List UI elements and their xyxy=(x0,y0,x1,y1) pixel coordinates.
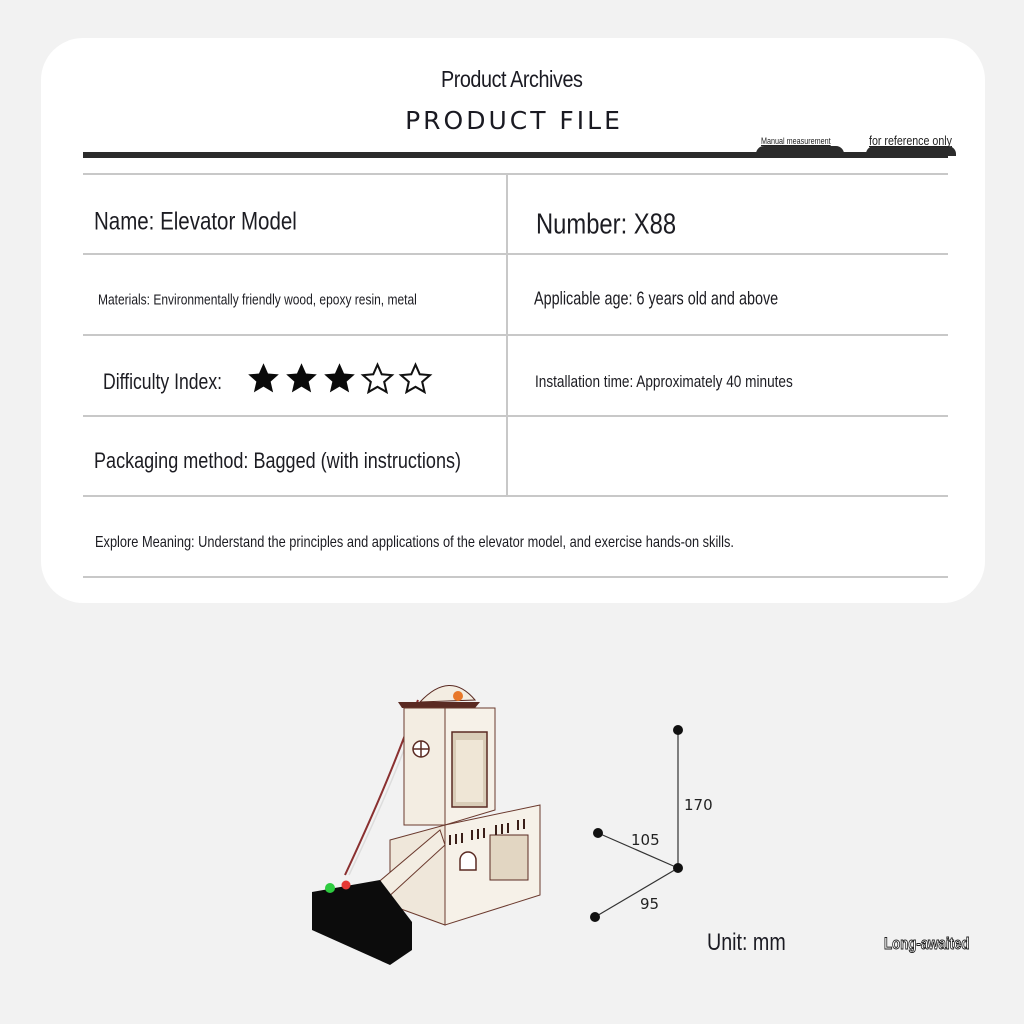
page-subtitle: PRODUCT FILE xyxy=(405,106,623,135)
product-number: Number: X88 xyxy=(536,208,677,241)
difficulty-rating xyxy=(246,361,433,396)
product-name: Name: Elevator Model xyxy=(94,207,297,236)
elevator-model-image xyxy=(300,660,560,980)
star-filled-icon xyxy=(246,361,281,396)
height-dimension: 170 xyxy=(684,796,713,814)
long-awaited-tag: Long-awaited xyxy=(884,934,970,953)
packaging-method: Packaging method: Bagged (with instructions) xyxy=(94,448,462,473)
explore-meaning: Explore Meaning: Understand the principles and applications of the elevator model, and exercise hands-on skills. xyxy=(95,534,734,551)
manual-measurement-note: Manual measurement xyxy=(761,136,831,146)
note-tab-left xyxy=(756,146,844,156)
star-filled-icon xyxy=(284,361,319,396)
grid-line xyxy=(83,253,948,255)
product-materials: Materials: Environmentally friendly wood, epoxy resin, metal xyxy=(98,291,417,309)
installation-time: Installation time: Approximately 40 minutes xyxy=(535,372,793,391)
applicable-age: Applicable age: 6 years old and above xyxy=(534,288,779,309)
grid-line xyxy=(83,495,948,497)
grid-line xyxy=(83,415,948,417)
grid-divider xyxy=(506,173,508,496)
depth-dimension: 105 xyxy=(631,831,660,849)
page-title: Product Archives xyxy=(440,66,583,92)
grid-line xyxy=(83,576,948,578)
star-empty-icon xyxy=(360,361,395,396)
unit-label: Unit: mm xyxy=(707,929,786,956)
star-filled-icon xyxy=(322,361,357,396)
difficulty-label: Difficulty Index: xyxy=(103,369,223,394)
grid-line xyxy=(83,173,948,175)
grid-line xyxy=(83,334,948,336)
reference-only-note: for reference only xyxy=(869,133,952,148)
star-empty-icon xyxy=(398,361,433,396)
dimensions-diagram xyxy=(580,715,700,925)
width-dimension: 95 xyxy=(640,895,660,913)
